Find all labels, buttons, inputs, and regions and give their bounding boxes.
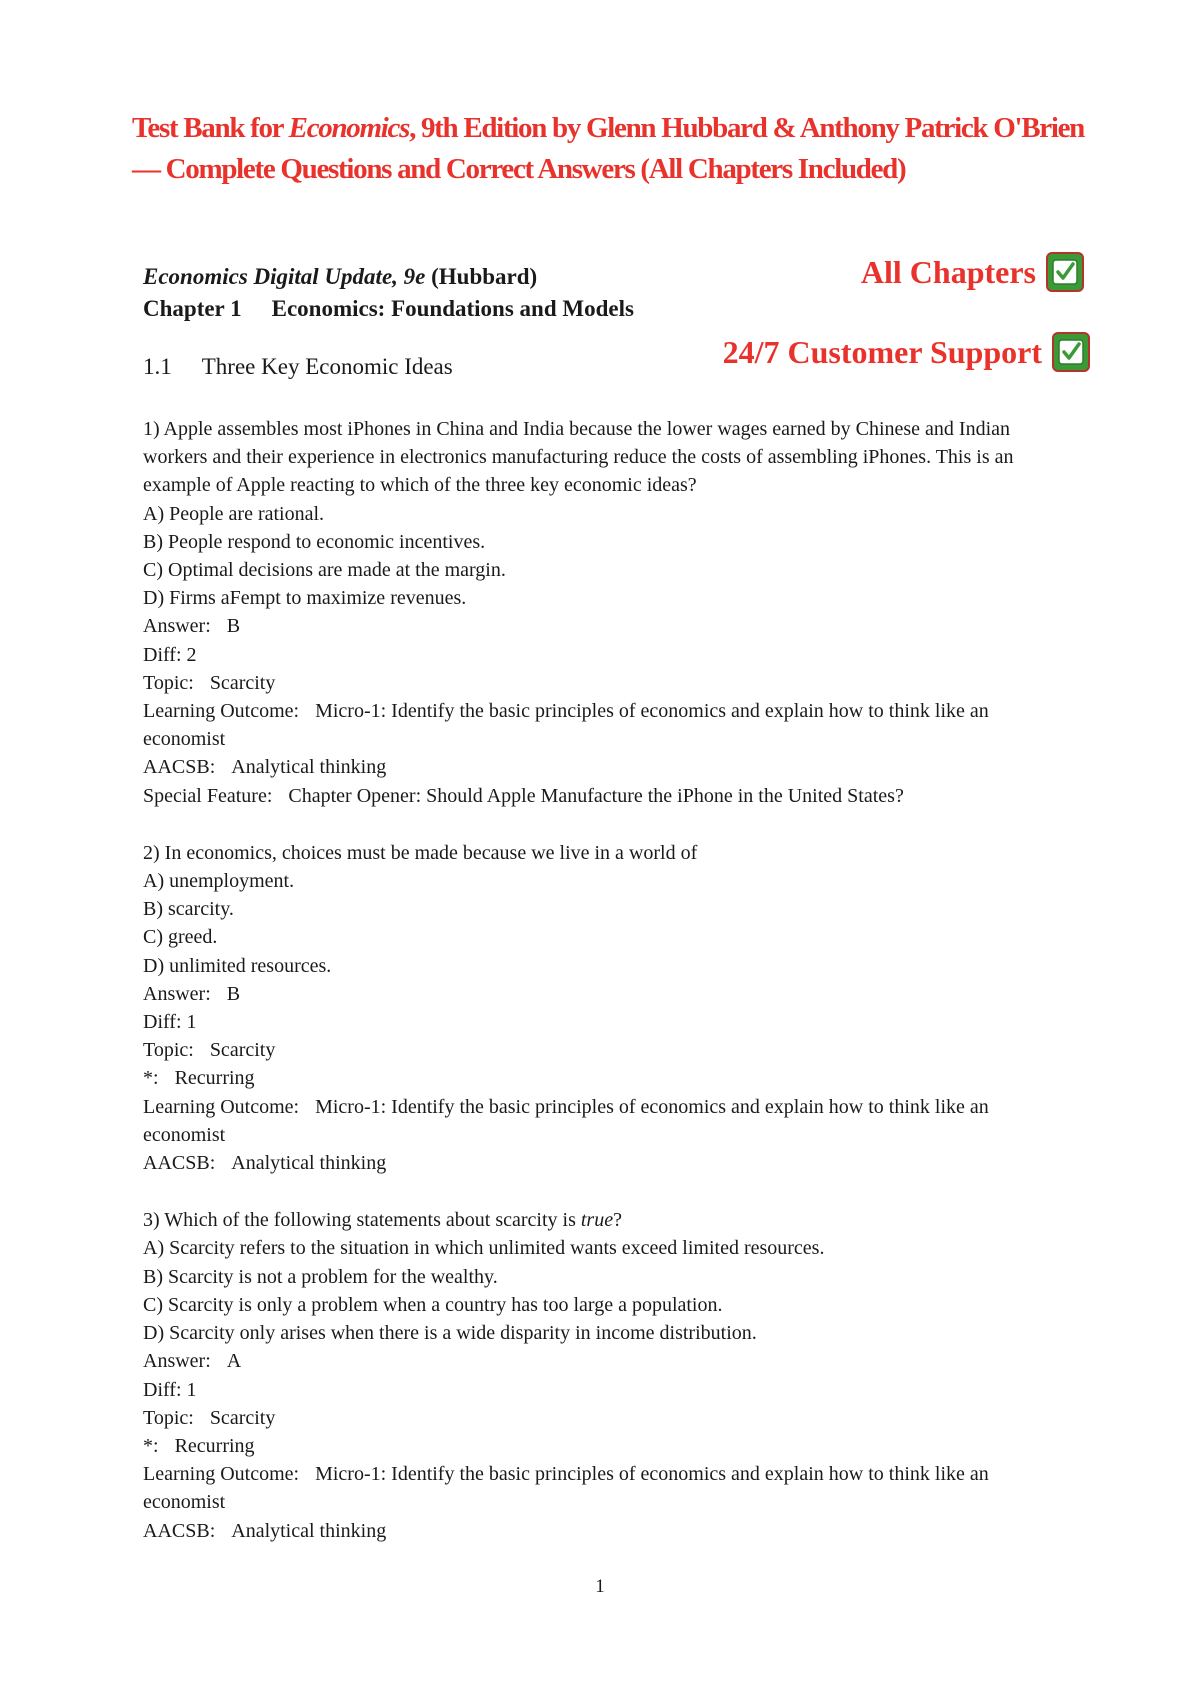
promo-customer-support — [723, 332, 1090, 372]
answer-value: B — [226, 982, 241, 1005]
aacsb-label: AACSB: — [143, 1519, 216, 1542]
topic-line — [143, 669, 1073, 697]
topic-value: Scarcity — [209, 671, 276, 694]
question-stem-end: ? — [613, 1209, 622, 1232]
topic-line — [143, 1036, 1073, 1064]
learning-outcome-label: Learning Outcome: — [143, 1463, 300, 1486]
answer-option: B) scarcity. — [143, 898, 234, 921]
recurring-label: *: — [143, 1067, 159, 1090]
page-number: 1 — [595, 1576, 605, 1597]
aacsb-line — [143, 1149, 1073, 1177]
recurring-line — [143, 1432, 1073, 1460]
aacsb-line — [143, 753, 1073, 781]
topic-label: Topic: — [143, 1039, 194, 1062]
special-feature-line — [143, 782, 1073, 810]
special-feature-value: Chapter Opener: Should Apple Manufacture the iPhone in the United States? — [288, 784, 904, 807]
difficulty: Diff: 2 — [143, 643, 197, 666]
topic-label: Topic: — [143, 1406, 194, 1429]
recurring-value: Recurring — [174, 1434, 255, 1457]
question-stem — [143, 1206, 1073, 1234]
recurring-label: *: — [143, 1434, 159, 1457]
question-stem-emphasis: true — [580, 1209, 614, 1232]
promo-support-label: 24/7 Customer Support — [722, 333, 1042, 370]
answer-line — [143, 612, 1073, 640]
section-title: Three Key Economic Ideas — [201, 354, 453, 379]
answer-value: B — [226, 615, 241, 638]
topic-value: Scarcity — [209, 1039, 276, 1062]
learning-outcome-line — [143, 1460, 1073, 1516]
question-2 — [143, 839, 1073, 1177]
question-list — [143, 415, 1073, 1574]
answer-option: C) greed. — [143, 926, 218, 949]
promo-all-chapters-label: All Chapters — [860, 253, 1036, 290]
title-suffix: , 9th Edition by Glenn Hubbard & Anthony Patrick O'Brien — Complete Questions and Correct Answers (All Chapters Included) — [132, 112, 1084, 185]
question-stem-text: 3) Which of the following statements about scarcity is — [143, 1209, 581, 1232]
answer-value: A — [226, 1350, 242, 1373]
answer-label: Answer: — [143, 982, 211, 1005]
answer-option: D) Firms aFempt to maximize revenues. — [143, 587, 467, 610]
book-header — [143, 264, 537, 290]
recurring-value: Recurring — [174, 1067, 255, 1090]
promo-all-chapters — [861, 252, 1084, 292]
learning-outcome-value: Micro-1: Identify the basic principles of economics and explain how to think like an economist — [143, 700, 989, 751]
learning-outcome-label: Learning Outcome: — [143, 1095, 300, 1118]
topic-value: Scarcity — [209, 1406, 276, 1429]
section-number: 1.1 — [143, 354, 172, 379]
learning-outcome-value: Micro-1: Identify the basic principles of economics and explain how to think like an economist — [143, 1095, 989, 1146]
difficulty: Diff: 1 — [143, 1378, 197, 1401]
question-1 — [143, 415, 1073, 810]
title-book-name: Economics — [288, 112, 410, 144]
topic-label: Topic: — [143, 671, 194, 694]
answer-label: Answer: — [143, 1350, 211, 1373]
aacsb-value: Analytical thinking — [231, 1152, 387, 1175]
answer-label: Answer: — [143, 615, 211, 638]
title-prefix: Test Bank for — [132, 112, 289, 144]
answer-option: A) People are rational. — [143, 502, 325, 525]
aacsb-line — [143, 1517, 1073, 1545]
book-name: Economics Digital Update, 9e — [143, 264, 426, 289]
chapter-label: Chapter 1 — [143, 296, 242, 321]
chapter-heading — [143, 296, 634, 322]
learning-outcome-line — [143, 1093, 1073, 1149]
aacsb-value: Analytical thinking — [231, 1519, 387, 1542]
answer-option: B) People respond to economic incentives. — [143, 530, 486, 553]
learning-outcome-value: Micro-1: Identify the basic principles of economics and explain how to think like an economist — [143, 1463, 989, 1514]
green-check-box-icon — [1046, 252, 1084, 292]
learning-outcome-label: Learning Outcome: — [143, 700, 300, 723]
answer-line — [143, 980, 1073, 1008]
page-title — [132, 108, 1092, 190]
learning-outcome-line — [143, 697, 1073, 753]
answer-line — [143, 1347, 1073, 1375]
special-feature-label: Special Feature: — [143, 784, 273, 807]
section-heading — [143, 354, 453, 380]
recurring-line — [143, 1064, 1073, 1092]
aacsb-label: AACSB: — [143, 1152, 216, 1175]
book-author: (Hubbard) — [425, 264, 538, 289]
chapter-title: Economics: Foundations and Models — [271, 296, 634, 321]
question-stem: 2) In economics, choices must be made because we live in a world of — [143, 841, 698, 864]
green-check-box-icon — [1052, 332, 1090, 372]
question-3 — [143, 1206, 1073, 1544]
answer-option: C) Optimal decisions are made at the margin. — [143, 559, 506, 582]
answer-option: A) unemployment. — [143, 870, 295, 893]
answer-option: C) Scarcity is only a problem when a country has too large a population. — [143, 1293, 723, 1316]
answer-option: A) Scarcity refers to the situation in which unlimited wants exceed limited resources. — [143, 1237, 825, 1260]
aacsb-label: AACSB: — [143, 756, 216, 779]
topic-line — [143, 1404, 1073, 1432]
answer-option: B) Scarcity is not a problem for the wealthy. — [143, 1265, 498, 1288]
answer-option: D) Scarcity only arises when there is a wide disparity in income distribution. — [143, 1322, 757, 1345]
answer-option: D) unlimited resources. — [143, 954, 332, 977]
difficulty: Diff: 1 — [143, 1011, 197, 1034]
question-stem: 1) Apple assembles most iPhones in China and India because the lower wages earned by Chinese and Indian workers and their experience in electronics manufacturing reduce the costs of assembling iPhones. This is an example of Apple reacting to which of the three key economic ideas? — [143, 418, 1014, 497]
aacsb-value: Analytical thinking — [231, 756, 387, 779]
